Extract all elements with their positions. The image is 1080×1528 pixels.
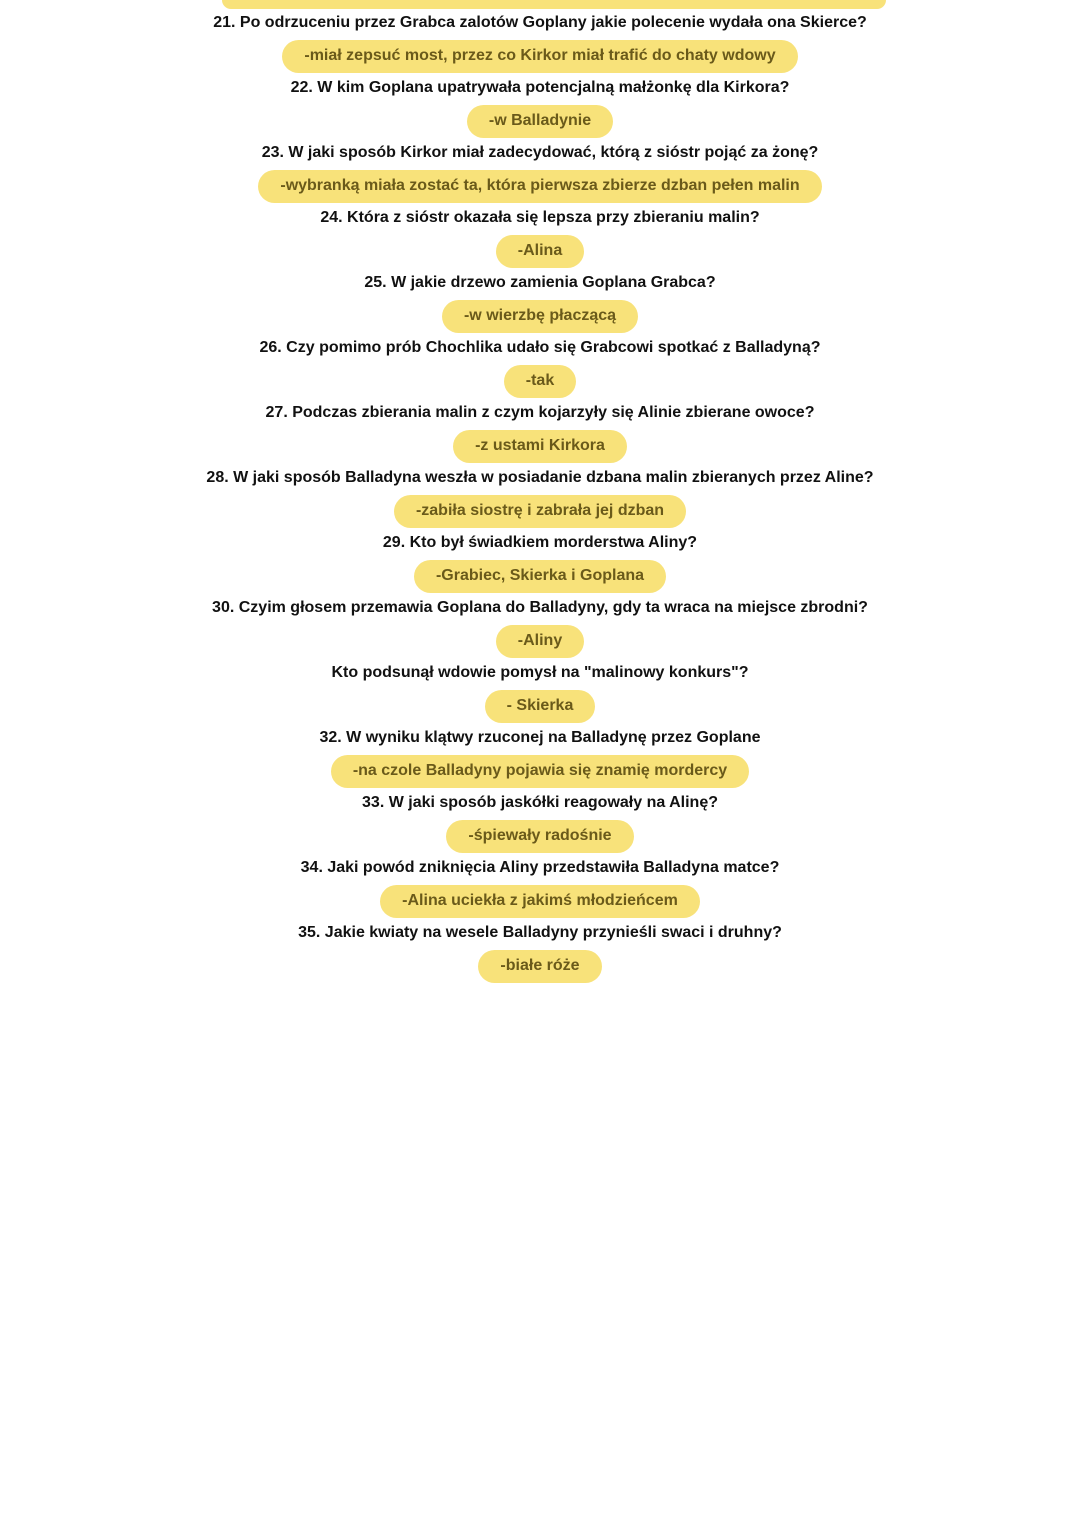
highlight-strip-top: [222, 0, 886, 9]
answer-34: -Alina uciekła z jakimś młodzieńcem: [380, 885, 700, 918]
answer-23: -wybranką miała zostać ta, która pierwsza zbierze dzban pełen malin: [258, 170, 821, 203]
answer-22: -w Balladynie: [467, 105, 613, 138]
qa-item-35: [0, 924, 1080, 989]
qa-item-22: [0, 79, 1080, 144]
qa-item-34: [0, 859, 1080, 924]
answer-29: -Grabiec, Skierka i Goplana: [414, 560, 666, 593]
question-22: 22. W kim Goplana upatrywała potencjalną małżonkę dla Kirkora?: [290, 79, 790, 96]
question-28: 28. W jaki sposób Balladyna weszła w posiadanie dzbana malin zbieranych przez Aline?: [206, 469, 874, 486]
question-31: Kto podsunął wdowie pomysł na "malinowy konkurs"?: [331, 664, 749, 681]
question-27: 27. Podczas zbierania malin z czym kojarzyły się Alinie zbierane owoce?: [265, 404, 815, 421]
question-23: 23. W jaki sposób Kirkor miał zadecydować, którą z sióstr pojąć za żonę?: [261, 144, 819, 161]
answer-24: -Alina: [496, 235, 584, 268]
qa-item-27: [0, 404, 1080, 469]
answer-31: - Skierka: [485, 690, 596, 723]
question-24: 24. Która z sióstr okazała się lepsza przy zbieraniu malin?: [320, 209, 760, 226]
qa-item-26: [0, 339, 1080, 404]
question-33: 33. W jaki sposób jaskółki reagowały na Alinę?: [362, 794, 718, 811]
answer-27: -z ustami Kirkora: [453, 430, 627, 463]
answer-26: -tak: [504, 365, 576, 398]
answer-21: -miał zepsuć most, przez co Kirkor miał trafić do chaty wdowy: [282, 40, 797, 73]
qa-item-28: [0, 469, 1080, 534]
qa-item-33: [0, 794, 1080, 859]
qa-item-29: [0, 534, 1080, 599]
question-30: 30. Czyim głosem przemawia Goplana do Balladyny, gdy ta wraca na miejsce zbrodni?: [212, 599, 868, 616]
qa-item-25: [0, 274, 1080, 339]
answer-25: -w wierzbę płaczącą: [442, 300, 638, 333]
qa-item-32: [0, 729, 1080, 794]
qa-item-21: [0, 14, 1080, 79]
answer-28: -zabiła siostrę i zabrała jej dzban: [394, 495, 686, 528]
question-26: 26. Czy pomimo prób Chochlika udało się Grabcowi spotkać z Balladyną?: [259, 339, 821, 356]
question-25: 25. W jakie drzewo zamienia Goplana Grabca?: [364, 274, 716, 291]
qa-item-23: [0, 144, 1080, 209]
question-34: 34. Jaki powód zniknięcia Aliny przedstawiła Balladyna matce?: [300, 859, 780, 876]
qa-item-31: [0, 664, 1080, 729]
qa-item-30: [0, 599, 1080, 664]
answer-33: -śpiewały radośnie: [446, 820, 633, 853]
question-21: 21. Po odrzuceniu przez Grabca zalotów Goplany jakie polecenie wydała ona Skierce?: [213, 14, 867, 31]
question-29: 29. Kto był świadkiem morderstwa Aliny?: [382, 534, 698, 551]
qa-list: [0, 14, 1080, 989]
qa-item-24: [0, 209, 1080, 274]
answer-30: -Aliny: [496, 625, 584, 658]
question-35: 35. Jakie kwiaty na wesele Balladyny przynieśli swaci i druhny?: [298, 924, 782, 941]
answer-32: -na czole Balladyny pojawia się znamię mordercy: [331, 755, 749, 788]
answer-35: -białe róże: [478, 950, 601, 983]
question-32: 32. W wyniku klątwy rzuconej na Balladynę przez Goplane: [319, 729, 761, 746]
